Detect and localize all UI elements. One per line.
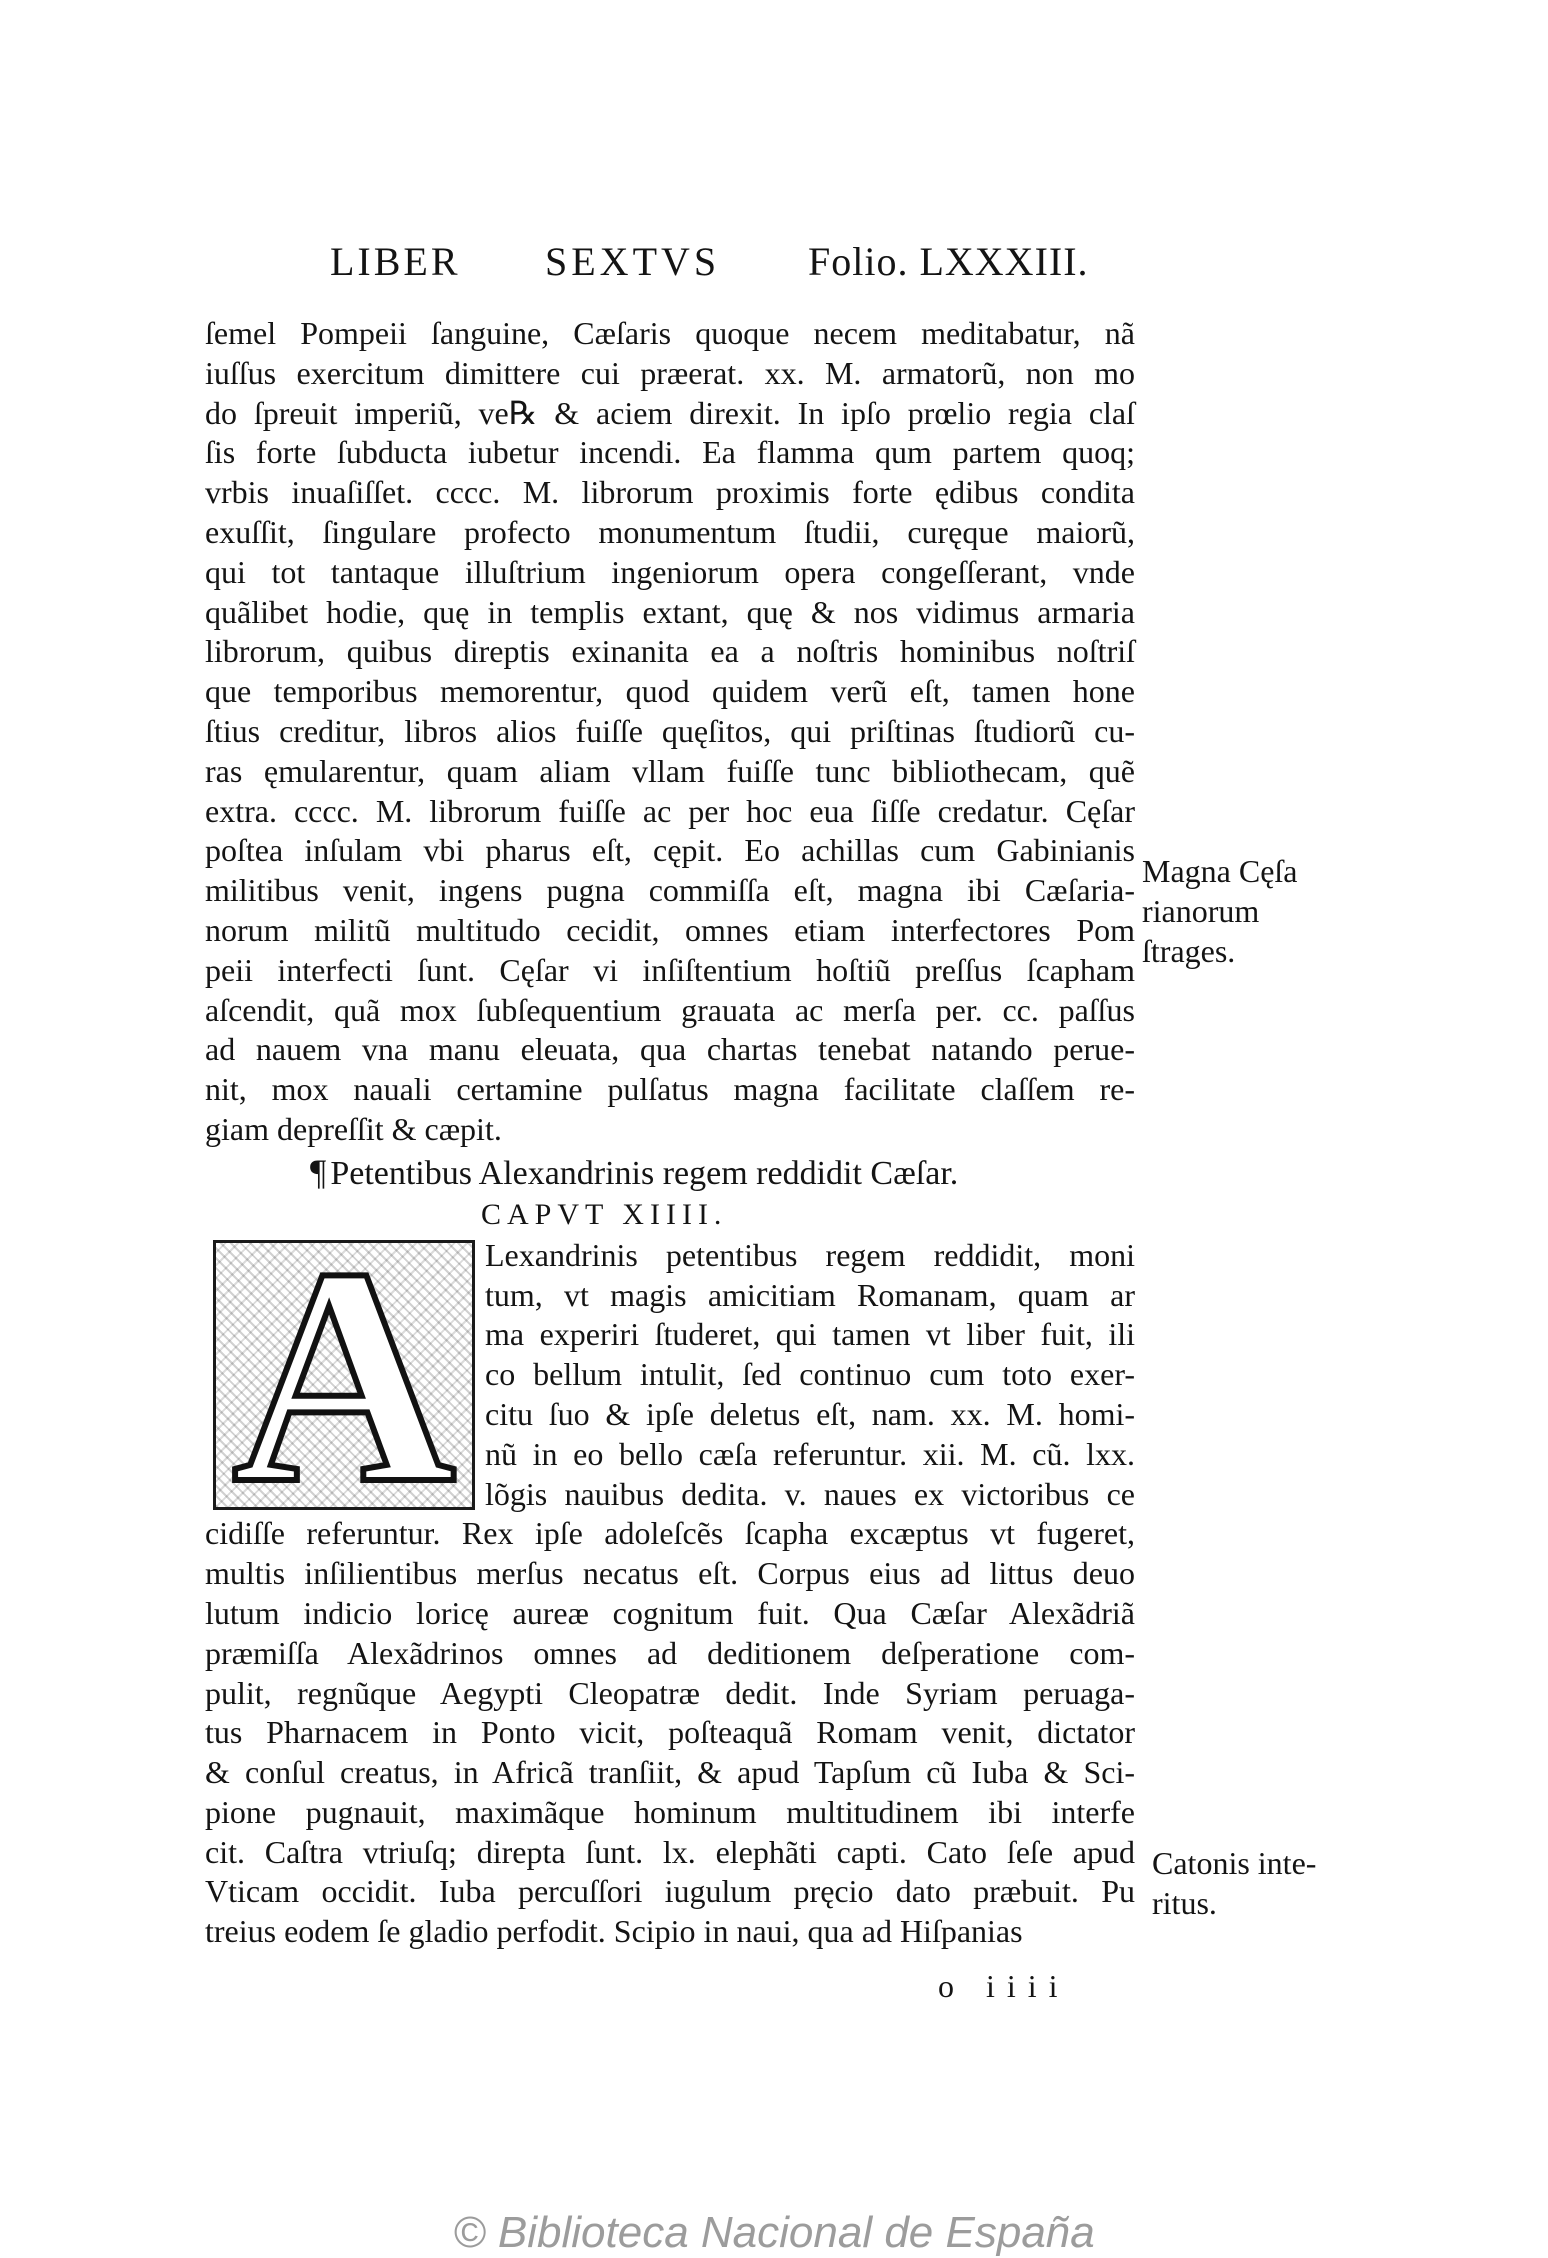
signature-mark: o iiii — [938, 1968, 1070, 2004]
initial-letter: A — [232, 1239, 456, 1510]
text-line: pione pugnauit, maximãque hominum multitudinem ibi interfe — [205, 1793, 1135, 1830]
text-line: pulit, regnũque Aegypti Cleopatræ dedit. Inde Syriam peruaga- — [205, 1674, 1135, 1711]
text-line: iuſſus exercitum dimittere cui præerat. xx. M. armatorũ, non mo — [205, 354, 1135, 391]
text-line: ma experiri ſtuderet, qui tamen vt liber fuit, ili — [485, 1316, 1135, 1353]
margin-note-line: ſtrages. — [1142, 932, 1236, 969]
margin-note-catonis — [1152, 1844, 1316, 1924]
text-line: extra. cccc. M. librorum fuiſſe ac per hoc eua ſiſſe credatur. Cęſar — [205, 792, 1135, 829]
margin-note-line: Catonis inte- — [1152, 1845, 1317, 1881]
text-line: tum, vt magis amicitiam Romanam, quam ar — [485, 1276, 1135, 1313]
text-line: qui tot tantaque illuſtrium ingeniorum opera congeſſerant, vnde — [205, 553, 1135, 590]
text-line: ſis forte ſubducta iubetur incendi. Ea flamma qum partem quoq; — [205, 434, 1135, 471]
text-line: co bellum intulit, ſed continuo cum toto exer- — [485, 1356, 1135, 1393]
margin-note-line: Magna Cęſa — [1142, 853, 1298, 889]
header-book-number: SEXTVS — [545, 239, 721, 284]
text-line: giam depreſſit & cæpit. — [205, 1110, 502, 1147]
text-line: militibus venit, ingens pugna commiſſa eſt, magna ibi Cæſaria- — [205, 872, 1135, 909]
chapter-body — [205, 1236, 1135, 1952]
text-line: citu ſuo & ipſe deletus eſt, nam. xx. M. homi- — [485, 1395, 1135, 1432]
chapter-number: CAPVT XIIII. — [481, 1197, 728, 1231]
text-line: cit. Caſtra vtriuſq; direpta ſunt. lx. elephãti capti. Cato ſeſe apud — [205, 1833, 1135, 1870]
header-book-title: LIBER — [330, 239, 461, 284]
text-line: nũ in eo bello cæſa referuntur. xii. M. cũ. lxx. — [485, 1435, 1135, 1472]
text-line: treius eodem ſe gladio perfodit. Scipio in naui, qua ad Hiſpanias — [205, 1913, 1023, 1950]
text-line: nit, mox nauali certamine pulſatus magna facilitate claſſem re- — [205, 1071, 1135, 1108]
library-watermark: © Biblioteca Nacional de España — [453, 2208, 1095, 2257]
pilcrow-icon: ¶ — [310, 1151, 327, 1192]
text-line: & conſul creatus, in Africã tranſiit, & apud Tapſum cũ Iuba & Sci- — [205, 1754, 1135, 1791]
chapter-title — [205, 1150, 1135, 1194]
text-line: peii interfecti ſunt. Cęſar vi inſiſtentium hoſtiũ preſſus ſcapham — [205, 951, 1135, 988]
text-line: librorum, quibus direptis exinanita ea a noſtris hominibus noſtriſ — [205, 633, 1135, 670]
text-line: poſtea inſulam vbi pharus eſt, cępit. Eo achillas cum Gabinianis — [205, 832, 1135, 869]
text-line: aſcendit, quã mox ſubſequentium grauata ac merſa per. cc. paſſus — [205, 991, 1135, 1028]
header-folio-number: Folio. LXXXIII. — [808, 239, 1089, 284]
text-line: lõgis nauibus dedita. v. naues ex victoribus ce — [485, 1475, 1135, 1512]
text-line: quãlibet hodie, quę in templis extant, quę & nos vidimus armaria — [205, 593, 1135, 630]
text-line: cidiſſe referuntur. Rex ipſe adoleſcẽs ſcapha excæptus vt fugeret, — [205, 1515, 1135, 1552]
text-line: ſtius creditur, libros alios fuiſſe quęſitos, qui priſtinas ſtudiorũ cu- — [205, 712, 1135, 749]
paragraph-1 — [205, 314, 1135, 1150]
text-line: que temporibus memorentur, quod quidem verũ eſt, tamen hone — [205, 673, 1135, 710]
decorated-initial — [213, 1240, 475, 1510]
margin-note-strages — [1142, 852, 1298, 971]
margin-note-line: ritus. — [1152, 1884, 1217, 1921]
running-header — [330, 234, 1120, 290]
text-line: Lexandrinis petentibus regem reddidit, moni — [485, 1236, 1135, 1273]
text-line: multis inſilientibus merſus necatus eſt. Corpus eius ad littus deuo — [205, 1555, 1135, 1592]
text-line: ad nauem vna manu eleuata, qua chartas tenebat natando perue- — [205, 1031, 1135, 1068]
text-line: ras ęmularentur, quam aliam vllam fuiſſe tunc bibliothecam, quẽ — [205, 752, 1135, 789]
text-line: exuſſit, ſingulare profecto monumentum ſtudii, curęque maiorũ, — [205, 513, 1135, 550]
text-line: ſemel Pompeii ſanguine, Cæſaris quoque necem meditabatur, nã — [205, 315, 1135, 351]
text-line: do ſpreuit imperiũ, ve℞ & aciem direxit. In ipſo prœlio regia claſ — [205, 394, 1135, 431]
text-line: norum militũ multitudo cecidit, omnes etiam interfectores Pom — [205, 911, 1135, 948]
paragraph-2-continued — [205, 1514, 1135, 1952]
text-line: vrbis inuaſiſſet. cccc. M. librorum proximis forte ędibus condita — [205, 474, 1135, 511]
text-line: lutum indicio loricę aureæ cognitum fuit. Qua Cæſar Alexãdriã — [205, 1594, 1135, 1631]
text-line: tus Pharnacem in Ponto vicit, poſteaquã Romam venit, dictator — [205, 1714, 1135, 1751]
margin-note-line: rianorum — [1142, 892, 1260, 929]
text-line: præmiſſa Alexãdrinos omnes ad deditionem deſperatione com- — [205, 1634, 1135, 1671]
chapter-title-text: Petentibus Alexandrinis regem reddidit Cæſar. — [330, 1154, 959, 1192]
main-text-column — [205, 314, 1135, 1952]
text-line: Vticam occidit. Iuba percuſſori iugulum pręcio dato præbuit. Pu — [205, 1873, 1135, 1910]
